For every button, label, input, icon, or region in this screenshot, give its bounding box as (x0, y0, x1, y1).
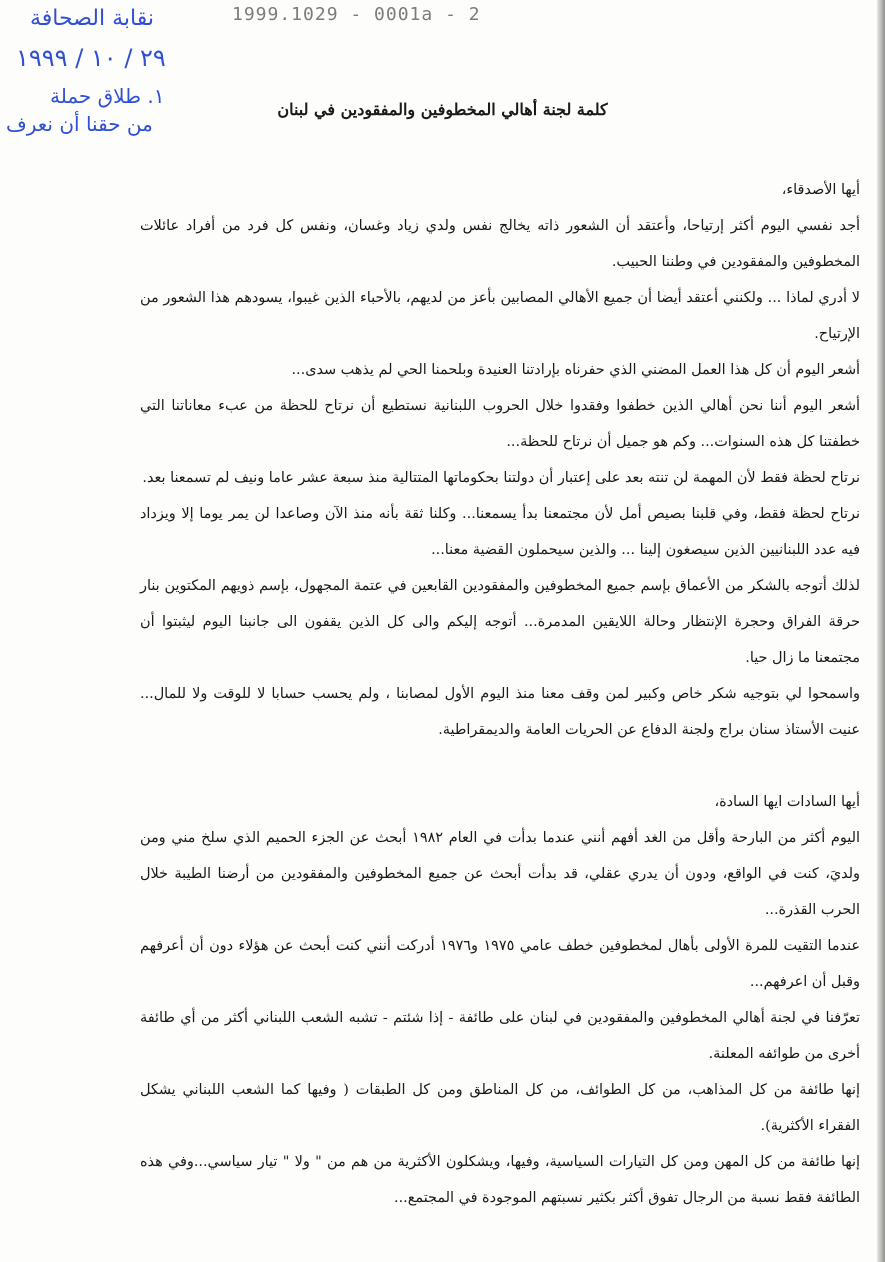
paragraph: لا أدري لماذا ... ولكنني أعتقد أيضا أن جميع الأهالي المصابين بأعز من لديهم، بالأحباء الذين غيبوا، يسودهم هذا الشعور من الإرتياح. (140, 290, 860, 342)
paragraph-spacer (140, 748, 860, 784)
paragraph: واسمحوا لي بتوجيه شكر خاص وكبير لمن وقف معنا منذ اليوم الأول لمصابنا ، ولم يحسب حسابا لا للوقت ولا للمال... عنيت الأستاذ سنان براج ولجنة الدفاع عن الحريات العامة والديمقراطية. (140, 686, 860, 738)
archive-reference-number: 1999.1029 - 0001a - 2 (232, 4, 481, 25)
paragraph: نرتاح لحظة فقط لأن المهمة لن تنته بعد على إعتبار أن دولتنا بحكوماتها المتتالية منذ سبعة عشر عاما ونيف لم تسمعنا بعد. (142, 470, 860, 486)
paragraph: اليوم أكثر من البارحة وأقل من الغد أفهم أنني عندما بدأت في العام ١٩٨٢ أبحث عن الجزء الحميم الذي سلخ مني ومن ولديَ، كنت في الواقع، ودون أن يدري عقلي، قد بدأت أبحث عن جميع المخطوفين والمفقودين من أرضنا الطيبة خلال الحرب القذرة... (140, 830, 860, 918)
handwritten-note-date: ٢٩ / ١٠ / ١٩٩٩ (16, 44, 166, 72)
paragraph: لذلك أتوجه بالشكر من الأعماق بإسم جميع المخطوفين والمفقودين القابعين في عتمة المجهول، بإسم ذويهم المكتوين بنار حرقة الفراق وحجرة الإنتظار وحالة اللايقين المدمرة... أتوجه إليكم والى كل الذين يقفون الى جانبنا اليوم ليثبتوا أن مجتمعنا ما زال حيا. (140, 578, 860, 666)
paragraph: إنها طائفة من كل المهن ومن كل التيارات السياسية، وفيها، ويشكلون الأكثرية من هم من " ولا " تيار سياسي...وفي هذه الطائفة فقط نسبة من الرجال تفوق أكثر بكثير نسبتهم الموجودة في المجتمع... (140, 1154, 860, 1206)
handwritten-note-line4: من حقنا أن نعرف (6, 112, 153, 136)
paragraph: عندما التقيت للمرة الأولى بأهال لمخطوفين خطف عامي ١٩٧٥ و١٩٧٦ أدركت أنني كنت أبحث عن هؤلاء دون أن أعرفهم وقبل أن اعرفهم... (140, 938, 860, 990)
document-title: كلمة لجنة أهالي المخطوفين والمفقودين في لبنان (277, 100, 608, 119)
paragraph: إنها طائفة من كل المذاهب، من كل الطوائف، من كل المناطق ومن كل الطبقات ( وفيها كما الشعب اللبناني يشكل الفقراء الأكثرية). (140, 1082, 860, 1134)
handwritten-note-line3: ١. طلاق حملة (50, 84, 165, 108)
paragraph: أيها الأصدقاء، (781, 182, 860, 198)
paragraph: أجد نفسي اليوم أكثر إرتياحا، وأعتقد أن الشعور ذاته يخالج نفس ولدي زياد وغسان، ونفس كل فرد من أفراد عائلات المخطوفين والمفقودين في وطننا الحبيب. (140, 218, 860, 270)
paragraph: أيها السادات ايها السادة، (714, 794, 860, 810)
paragraph: أشعر اليوم أننا نحن أهالي الذين خطفوا وفقدوا خلال الحروب اللبنانية نستطيع أن نرتاح للحظة من عبء معاناتنا التي خطفتنا كل هذه السنوات... وكم هو جميل أن نرتاح للحظة... (140, 398, 860, 450)
document-body (140, 172, 860, 1216)
paragraph: نرتاح لحظة فقط، وفي قلبنا بصيص أمل لأن مجتمعنا بدأ يسمعنا... وكلنا ثقة بأنه منذ الآن وصاعدا لن يمر يوما إلا ويزداد فيه عدد اللبنانيين الذين سيصغون إلينا ... والذين سيحملون القضية معنا... (140, 506, 860, 558)
page-edge-shadow (877, 0, 885, 1262)
paragraph: أشعر اليوم أن كل هذا العمل المضني الذي حفرناه بإرادتنا العنيدة وبلحمنا الحي لم يذهب سدى... (291, 362, 860, 378)
paragraph: تعرّفنا في لجنة أهالي المخطوفين والمفقودين في لبنان على طائفة - إذا شئتم - تشبه الشعب اللبناني أكثر من أي طائفة أخرى من طوائفه المعلنة. (140, 1010, 860, 1062)
handwritten-note-line1: نقابة الصحافة (30, 6, 154, 31)
